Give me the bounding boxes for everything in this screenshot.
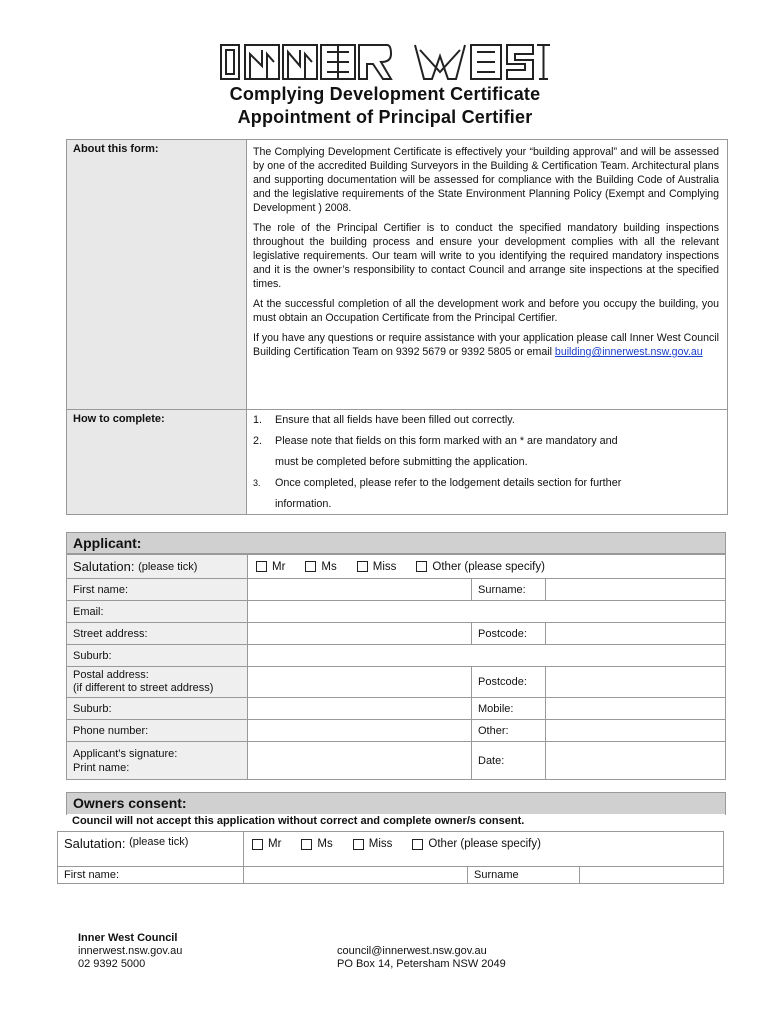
footer-org: Inner West Council (78, 932, 178, 944)
postal-label: Postal address: (if different to street address) (67, 667, 248, 697)
step-item: 1. Ensure that all fields have been filled out correctly. (253, 414, 515, 426)
footer-website[interactable]: innerwest.nsw.gov.au (78, 945, 183, 957)
about-contact-text: If you have any questions or require assistance with your application please call Inner West Council Building Certification Team on 9392 5679 or 9392 5805 or email (253, 332, 719, 358)
suburb2-row (67, 697, 725, 719)
footer-email[interactable]: council@innerwest.nsw.gov.au (337, 945, 487, 957)
suburb-row (67, 644, 725, 666)
how-label: How to complete: (67, 410, 247, 514)
mobile-field[interactable] (546, 698, 725, 719)
owners-salutation-label: Salutation: (please tick) (58, 832, 244, 866)
about-paragraph: The role of the Principal Certifier is to conduct the specified mandatory building inspections throughout the building process and ensure your development complies with all the relevant legislative requirements. Our team will write to you identifying the required mandatory inspections and it is the owner’s responsibility to contact Council and arrange site inspections at the specified times. (253, 222, 719, 290)
suburb-label: Suburb: (67, 645, 248, 666)
applicant-heading: Applicant: (67, 533, 725, 554)
postcode2-field[interactable] (546, 667, 725, 697)
owners-first-name-field[interactable] (244, 867, 468, 883)
about-label: About this form: (67, 140, 247, 409)
street-field[interactable] (248, 623, 472, 644)
postal-row (67, 666, 725, 697)
phone-label: Phone number: (67, 720, 248, 741)
title-line-2: Appointment of Principal Certifier (237, 107, 533, 127)
suburb2-label: Suburb: (67, 698, 248, 719)
owners-first-name-row (58, 866, 723, 883)
email-row (67, 600, 725, 622)
owners-first-name-label: First name: (58, 867, 244, 883)
signature-field[interactable] (248, 742, 472, 779)
email-field[interactable] (248, 601, 725, 622)
suburb2-field[interactable] (248, 698, 472, 719)
step-item: 2. Please note that fields on this form marked with an * are mandatory and (253, 435, 618, 447)
applicant-section (66, 532, 726, 780)
owners-checkbox-miss[interactable]: Miss (353, 838, 393, 850)
owners-checkbox-mr[interactable]: Mr (252, 838, 281, 850)
footer-phone: 02 9392 5000 (78, 958, 146, 970)
owners-salutation-options (244, 832, 723, 866)
about-paragraph: The Complying Development Certificate is effectively your “building approval” and will be assessed by one of the accredited Building Surveyors in the Building & Certification Team. Architectural plans and supporting documentation will be assessed for compliance with the Building Code of Australia and the legislative requirements of the State Environment Planning Policy (Exempt and Complying Development ) 2008. (253, 146, 719, 214)
owners-surname-field[interactable] (580, 867, 723, 883)
inner-west-logo (219, 42, 551, 82)
checkbox-mr[interactable]: Mr (256, 561, 285, 573)
signature-label: Applicant’s signature: Print name: (67, 742, 248, 779)
title-line-1: Complying Development Certificate (229, 84, 541, 104)
how-body (247, 410, 727, 514)
owners-grid (57, 831, 724, 884)
date-field[interactable] (546, 742, 725, 779)
email-link[interactable]: building@innerwest.nsw.gov.au (554, 346, 703, 358)
step-item: information. (275, 498, 332, 510)
surname-label: Surname: (472, 579, 546, 600)
about-contact (253, 331, 719, 359)
salutation-options (248, 555, 725, 578)
about-paragraph: At the successful completion of all the development work and before you occupy the building, you must obtain an Occupation Certificate from the Principal Certifier. (253, 298, 719, 324)
applicant-salutation-row (67, 554, 725, 578)
footer-right (337, 945, 506, 971)
first-name-row (67, 578, 725, 600)
first-name-field[interactable] (248, 579, 472, 600)
phone-row (67, 719, 725, 741)
step-item: 3. Once completed, please refer to the lodgement details section for further (253, 477, 622, 489)
step-item: must be completed before submitting the application. (275, 456, 528, 468)
email-label: Email: (67, 601, 248, 622)
signature-row (67, 741, 725, 779)
salutation-label: Salutation: (please tick) (67, 555, 248, 578)
checkbox-other[interactable]: Other (please specify) (416, 561, 545, 573)
footer-left (78, 932, 182, 971)
checkbox-ms[interactable]: Ms (305, 561, 336, 573)
first-name-label: First name: (67, 579, 248, 600)
owners-heading: Owners consent: (67, 793, 725, 814)
suburb-field[interactable] (248, 645, 725, 666)
owners-section (66, 792, 726, 815)
footer-po-box: PO Box 14, Petersham NSW 2049 (337, 958, 506, 970)
mobile-label: Mobile: (472, 698, 546, 719)
postal-field[interactable] (248, 667, 472, 697)
owners-surname-label: Surname (468, 867, 580, 883)
surname-field[interactable] (546, 579, 725, 600)
checkbox-miss[interactable]: Miss (357, 561, 397, 573)
date-label: Date: (472, 742, 546, 779)
street-row (67, 622, 725, 644)
other-field[interactable] (546, 720, 725, 741)
postcode2-label: Postcode: (472, 667, 546, 697)
owners-salutation-row (58, 832, 723, 866)
about-section (66, 139, 728, 515)
owners-note: Council will not accept this application without correct and complete owner/s consent. (72, 815, 525, 827)
phone-field[interactable] (248, 720, 472, 741)
street-label: Street address: (67, 623, 248, 644)
about-body (247, 140, 727, 409)
postcode-label: Postcode: (472, 623, 546, 644)
owners-checkbox-ms[interactable]: Ms (301, 838, 332, 850)
owners-checkbox-other[interactable]: Other (please specify) (412, 838, 541, 850)
postcode-field[interactable] (546, 623, 725, 644)
other-label: Other: (472, 720, 546, 741)
